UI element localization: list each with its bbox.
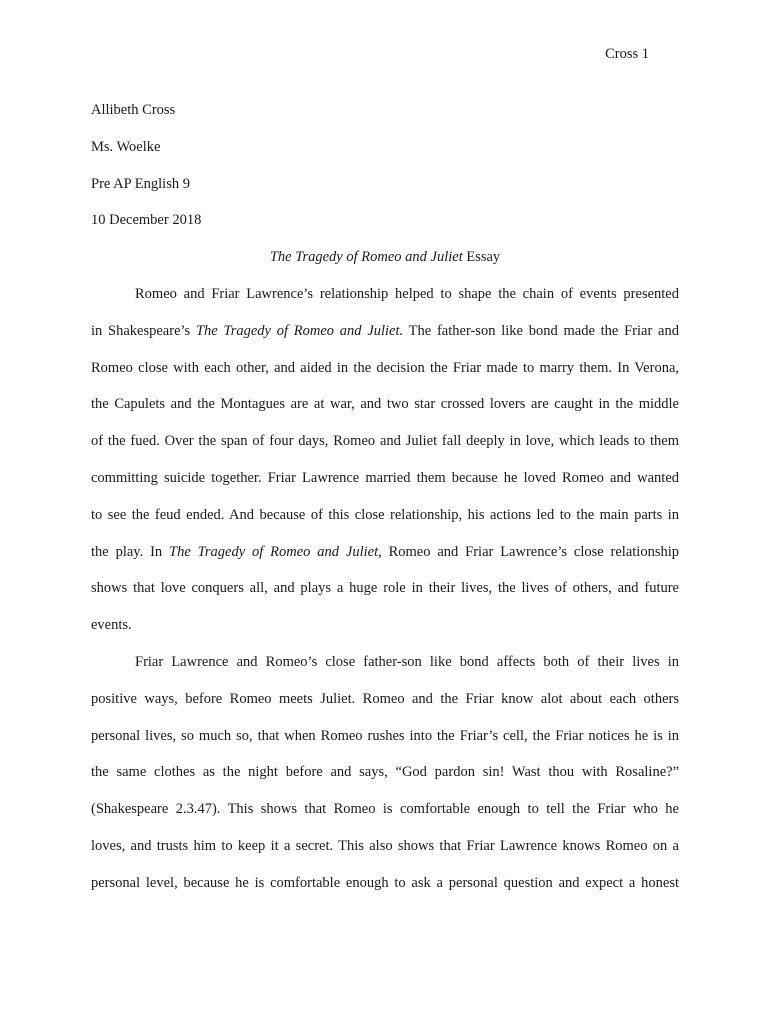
- paragraph-line: Romeo and Friar Lawrence’s relationship helped to shape the chain of events presented: [135, 285, 679, 302]
- text-run: The father-son like bond made the Friar and: [403, 322, 679, 339]
- paragraph-line: of the fued. Over the span of four days, Romeo and Juliet fall deeply in love, which leads to them: [91, 433, 679, 450]
- document-body: [91, 92, 679, 902]
- paragraph-line: [91, 313, 679, 350]
- paragraph-line: shows that love conquers all, and plays a huge role in their lives, the lives of others, and future: [91, 580, 679, 597]
- italic-title-run: The Tragedy of Romeo and Juliet,: [169, 543, 382, 560]
- paragraph-line: Romeo close with each other, and aided in the decision the Friar made to marry them. In Verona,: [91, 359, 679, 376]
- paragraph-line: personal lives, so much so, that when Romeo rushes into the Friar’s cell, the Friar notices he is in: [91, 727, 679, 744]
- text-run: Romeo and Friar Lawrence’s close relationship: [381, 543, 679, 560]
- essay-title: [91, 239, 679, 276]
- essay-title-suffix: Essay: [462, 249, 501, 266]
- paragraph-2: [91, 644, 679, 902]
- paragraph-line: committing suicide together. Friar Lawrence married them because he loved Romeo and wanted: [91, 469, 679, 486]
- paragraph-line: [91, 534, 679, 571]
- italic-title-run: The Tragedy of Romeo and Juliet.: [195, 322, 404, 339]
- text-run: in Shakespeare’s: [91, 322, 196, 339]
- paragraph-line: Friar Lawrence and Romeo’s close father-son like bond affects both of their lives in: [135, 653, 679, 670]
- paragraph-line: (Shakespeare 2.3.47). This shows that Romeo is comfortable enough to tell the Friar who he: [91, 801, 679, 818]
- heading-date: 10 December 2018: [91, 212, 202, 229]
- heading-teacher: Ms. Woelke: [91, 138, 161, 155]
- paragraph-line: positive ways, before Romeo meets Juliet. Romeo and the Friar know alot about each others: [91, 690, 679, 707]
- paragraph-1: [91, 276, 679, 644]
- paragraph-line: to see the feud ended. And because of this close relationship, his actions led to the main parts in: [91, 506, 679, 523]
- page-header-number: Cross 1: [605, 46, 649, 62]
- heading-student-name: Allibeth Cross: [91, 102, 176, 118]
- heading-course: Pre AP English 9: [91, 175, 190, 192]
- paragraph-line: personal level, because he is comfortable enough to ask a personal question and expect a honest: [91, 874, 679, 891]
- text-run: the play. In: [91, 543, 170, 560]
- paragraph-line: the Capulets and the Montagues are at war, and two star crossed lovers are caught in the middle: [91, 396, 679, 413]
- paragraph-line: loves, and trusts him to keep it a secret. This also shows that Friar Lawrence knows Romeo on a: [91, 837, 679, 854]
- paragraph-line: events.: [91, 617, 132, 634]
- paragraph-line: the same clothes as the night before and says, “God pardon sin! Wast thou with Rosaline?”: [91, 764, 679, 781]
- essay-title-italic: The Tragedy of Romeo and Juliet: [269, 249, 463, 266]
